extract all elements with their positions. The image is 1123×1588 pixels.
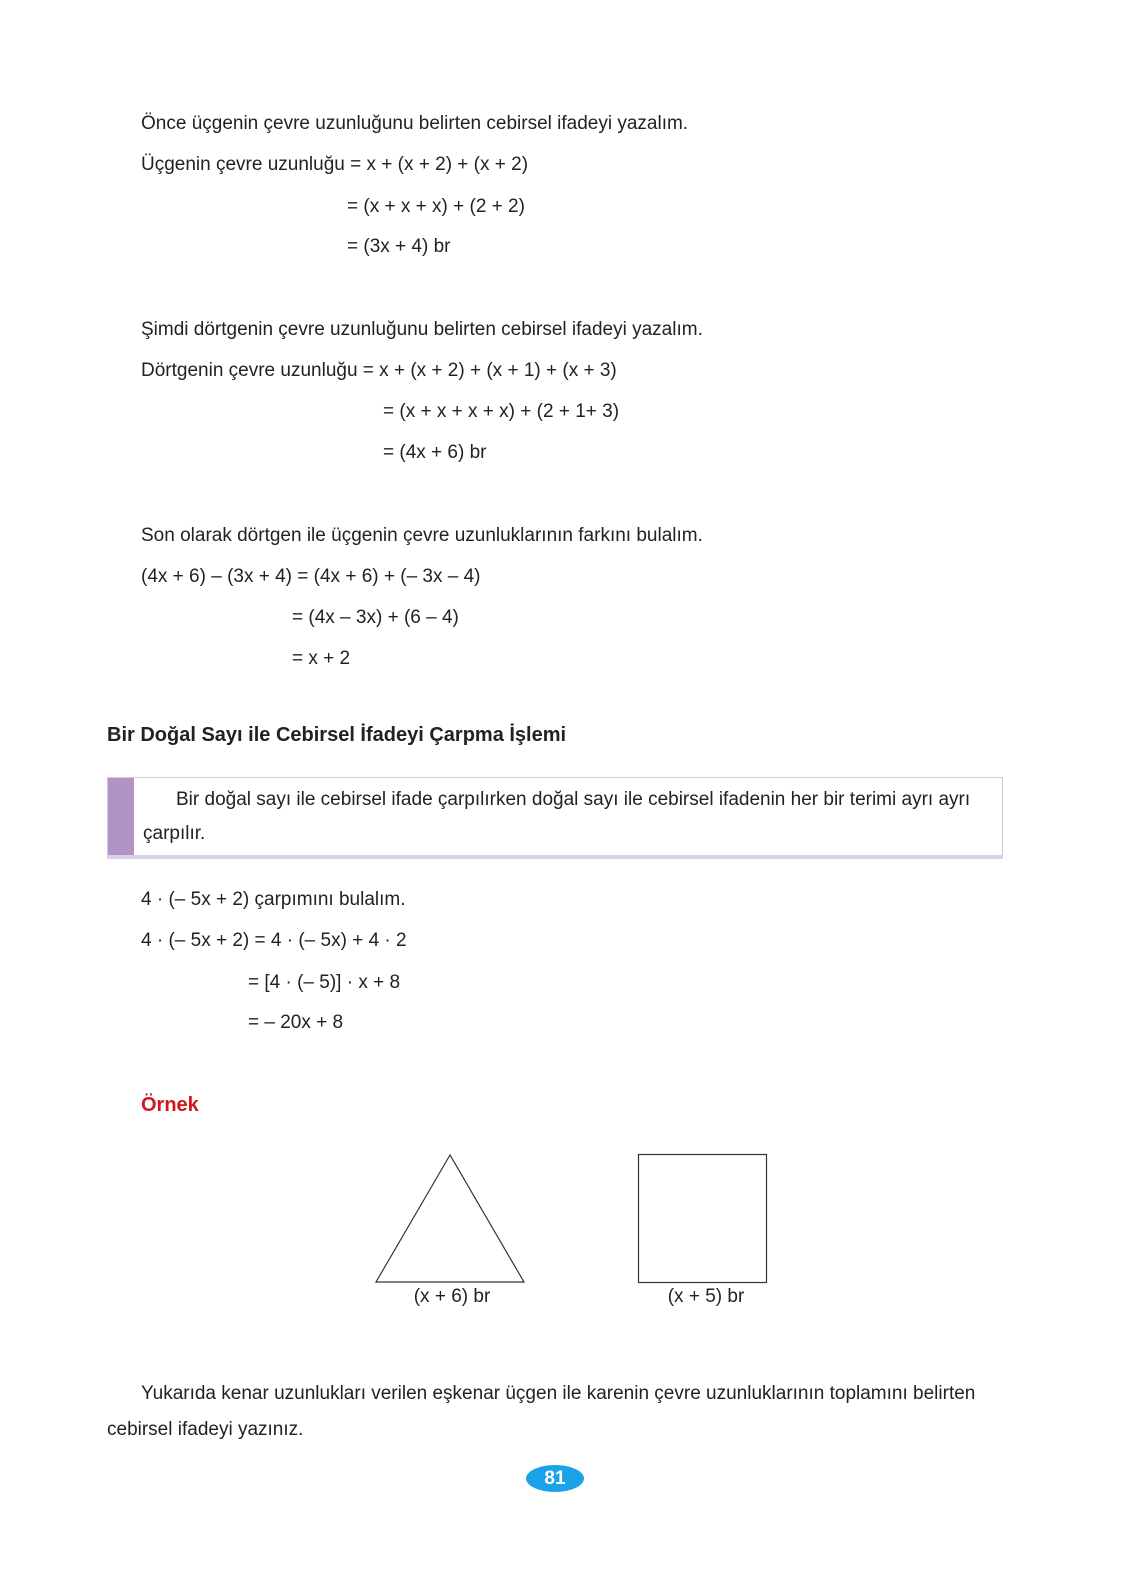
section2-equation-3: = (4x + 6) br	[383, 442, 487, 463]
section2-equation-2: = (x + x + x + x) + (2 + 1+ 3)	[383, 401, 620, 422]
page-number: 81	[526, 1465, 584, 1492]
section1-intro: Önce üçgenin çevre uzunluğunu belirten cebirsel ifadeyi yazalım.	[141, 113, 689, 134]
section3-intro: Son olarak dörtgen ile üçgenin çevre uzunluklarının farkını bulalım.	[141, 525, 703, 546]
example-title: Örnek	[141, 1094, 199, 1116]
question-line-2: cebirsel ifadeyi yazınız.	[107, 1419, 304, 1440]
square	[639, 1155, 767, 1283]
square-side-label: (x + 5) br	[667, 1286, 745, 1307]
section3-equation-3: = x + 2	[292, 648, 351, 669]
triangle-side-label: (x + 6) br	[413, 1286, 491, 1307]
section-heading: Bir Doğal Sayı ile Cebirsel İfadeyi Çarpma İşlemi	[107, 724, 567, 746]
section4-equation-2: = [4 · (– 5)] · x + 8	[248, 972, 401, 993]
section3-equation-2: = (4x – 3x) + (6 – 4)	[292, 607, 459, 628]
info-box-line-2: çarpılır.	[143, 823, 206, 844]
info-box-line-1: Bir doğal sayı ile cebirsel ifade çarpılırken doğal sayı ile cebirsel ifadenin her bir terimi ayrı ayrı	[176, 789, 971, 810]
section2-equation-1: Dörtgenin çevre uzunluğu = x + (x + 2) + (x + 1) + (x + 3)	[141, 360, 617, 381]
section4-equation-3: = – 20x + 8	[248, 1012, 344, 1033]
section1-equation-2: = (x + x + x) + (2 + 2)	[347, 196, 525, 217]
section4-equation-1: 4 · (– 5x + 2) = 4 · (– 5x) + 4 · 2	[141, 930, 407, 951]
section2-intro: Şimdi dörtgenin çevre uzunluğunu belirten cebirsel ifadeyi yazalım.	[141, 319, 703, 340]
question-line-1: Yukarıda kenar uzunlukları verilen eşkenar üçgen ile karenin çevre uzunluklarının toplamını belirten	[141, 1383, 976, 1404]
equilateral-triangle	[376, 1155, 524, 1282]
section3-equation-1: (4x + 6) – (3x + 4) = (4x + 6) + (– 3x – 4)	[141, 566, 481, 587]
section1-equation-3: = (3x + 4) br	[347, 236, 451, 257]
section1-equation-1: Üçgenin çevre uzunluğu = x + (x + 2) + (x + 2)	[141, 154, 529, 175]
section4-intro: 4 · (– 5x + 2) çarpımını bulalım.	[141, 889, 406, 910]
